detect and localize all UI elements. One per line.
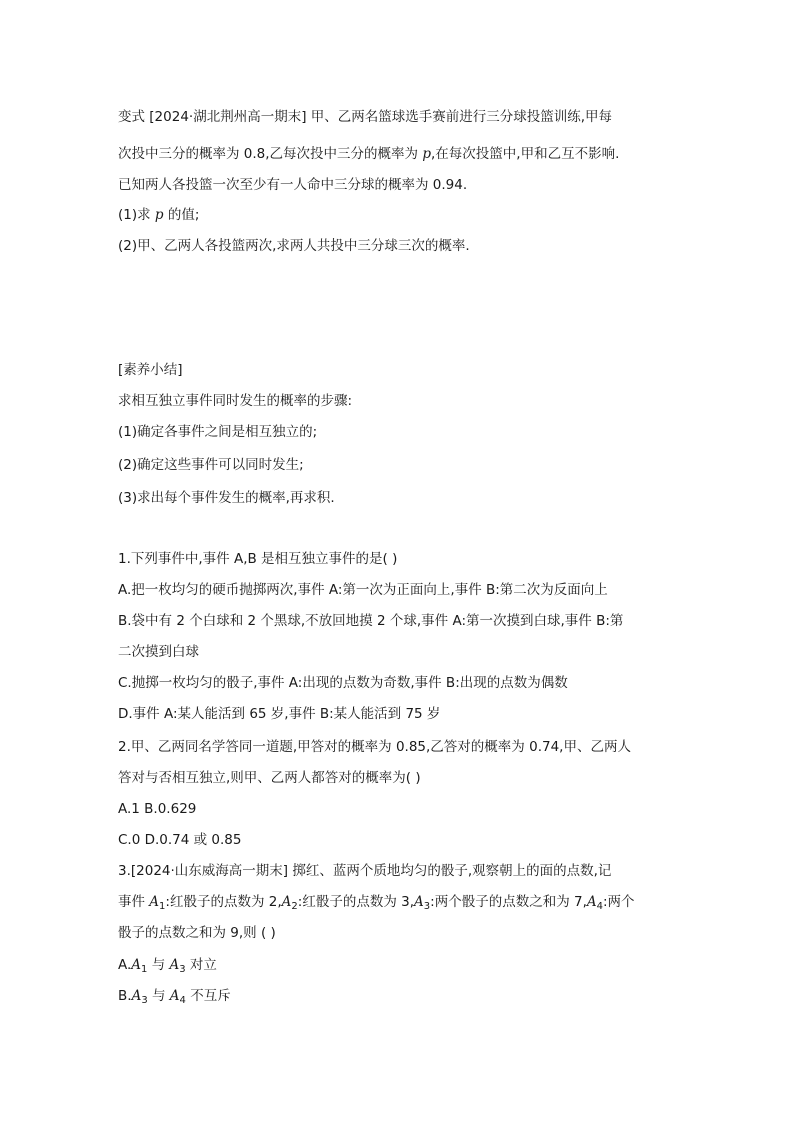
summary-step-2: (2)确定这些事件可以同时发生;	[118, 457, 304, 473]
question-2-options-ab: A.1 B.0.629	[118, 801, 197, 817]
variant-line-3: 已知两人各投篮一次至少有一人命中三分球的概率为 0.94.	[118, 177, 468, 193]
question-2-line-1: 2.甲、乙两同名学答同一道题,甲答对的概率为 0.85,乙答对的概率为 0.74,甲、乙两人	[118, 739, 631, 755]
question-1-stem: 1.下列事件中,事件 A,B 是相互独立事件的是( )	[118, 551, 398, 567]
question-3-line-2: 事件 $A_1$:红骰子的点数为 $2,A_2$:红骰子的点数为 $3,A_3$:两个骰子的点数之和为 $7,A_4$:两个	[118, 894, 635, 912]
question-1-option-b-line-2: 二次摸到白球	[118, 644, 199, 660]
question-3-option-a: $A.A_1$ 与 $A_3$ 对立	[118, 957, 217, 975]
variant-line-1: 变式 [2024·湖北荆州高一期末] 甲、乙两名篮球选手赛前进行三分球投篮训练,甲每	[118, 109, 613, 125]
summary-step-3: (3)求出每个事件发生的概率,再求积.	[118, 490, 335, 506]
question-1-option-d: D.事件 A:某人能活到 65 岁,事件 B:某人能活到 75 岁	[118, 706, 441, 722]
question-3-line-1: 3.[2024·山东威海高一期末] 掷红、蓝两个质地均匀的骰子,观察朝上的面的点数,记	[118, 863, 612, 879]
question-3-line-3: 骰子的点数之和为 9,则 ( )	[118, 925, 276, 941]
summary-intro: 求相互独立事件同时发生的概率的步骤:	[118, 393, 353, 409]
variant-line-2: 次投中三分的概率为 0.8,乙每次投中三分的概率为 p,在每次投篮中,甲和乙互不影响.	[118, 146, 620, 162]
question-1-option-b-line-1: B.袋中有 2 个白球和 2 个黑球,不放回地摸 2 个球,事件 A:第一次摸到白球,事件 B:第	[118, 613, 624, 629]
summary-heading: [素养小结]	[118, 362, 183, 378]
variant-question-2: (2)甲、乙两人各投篮两次,求两人共投中三分球三次的概率.	[118, 238, 470, 254]
variant-question-1: (1)求 p 的值;	[118, 207, 200, 223]
question-2-line-2: 答对与否相互独立,则甲、乙两人都答对的概率为( )	[118, 770, 421, 786]
question-1-option-a: A.把一枚均匀的硬币抛掷两次,事件 A:第一次为正面向上,事件 B:第二次为反面向上	[118, 582, 608, 598]
question-1-option-c: C.抛掷一枚均匀的骰子,事件 A:出现的点数为奇数,事件 B:出现的点数为偶数	[118, 675, 568, 691]
question-2-options-cd: C.0 D.0.74 或 0.85	[118, 832, 242, 848]
summary-step-1: (1)确定各事件之间是相互独立的;	[118, 424, 318, 440]
question-3-option-b: $B.A_3$ 与 $A_4$ 不互斥	[118, 988, 231, 1006]
